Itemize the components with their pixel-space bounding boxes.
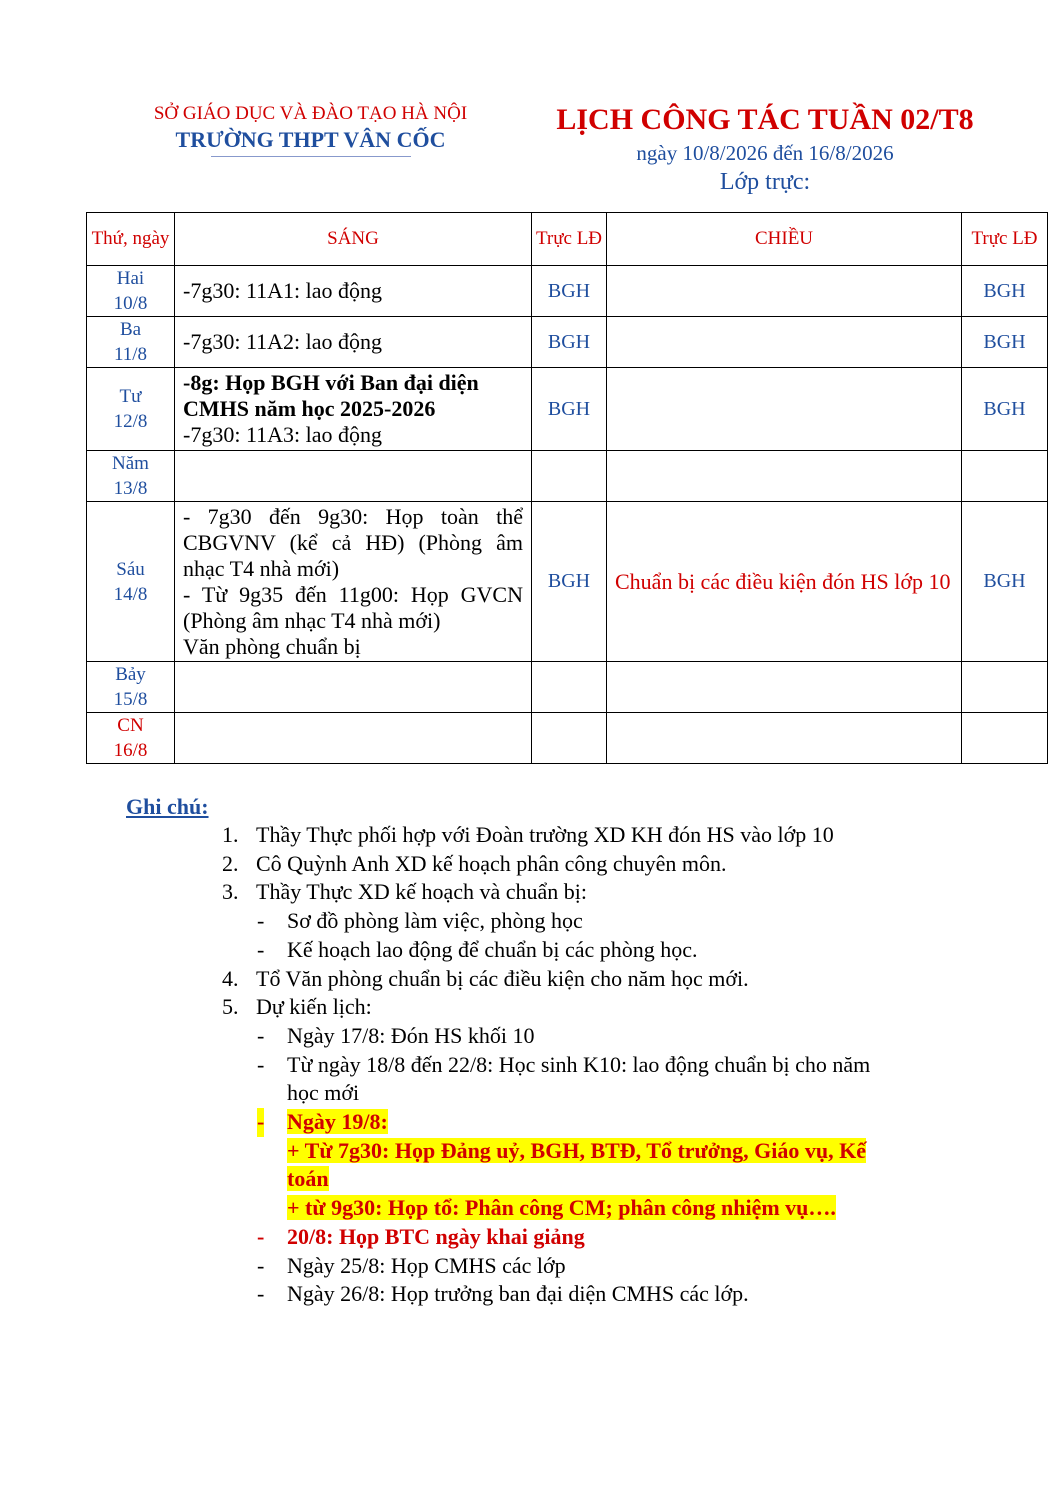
note-item: 4. Tổ Văn phòng chuẩn bị các điều kiện cho năm học mới.: [222, 965, 749, 991]
header-afternoon: CHIỀU: [607, 213, 962, 266]
schedule-item: - Từ ngày 18/8 đến 22/8: Học sinh K10: lao động chuẩn bị cho năm: [257, 1051, 871, 1077]
table-row: [87, 266, 1048, 317]
duty-afternoon-cell: BGH: [962, 317, 1048, 368]
morning-cell: -7g30: 11A1: lao động: [175, 266, 532, 317]
note-subitem: - Sơ đồ phòng làm việc, phòng học: [257, 908, 583, 934]
duty-morning-cell: BGH: [532, 502, 607, 662]
duty-class: Lớp trực:: [719, 169, 811, 195]
morning-cell: [175, 662, 532, 713]
page-title: LỊCH CÔNG TÁC TUẦN 02/T8: [556, 103, 974, 136]
morning-cell: -8g: Họp BGH với Ban đại diện CMHS năm học 2025-2026 -7g30: 11A3: lao động: [175, 368, 532, 451]
notes-section: [126, 793, 976, 1309]
day-cell: Bảy 15/8: [87, 662, 175, 713]
afternoon-cell: [607, 266, 962, 317]
schedule-item-highlight: + Từ 7g30: Họp Đảng uỷ, BGH, BTĐ, Tổ trưởng, Giáo vụ, Kế: [287, 1137, 867, 1163]
schedule-item-red: - 20/8: Họp BTC ngày khai giảng: [257, 1223, 585, 1249]
day-cell: Tư 12/8: [87, 368, 175, 451]
day-cell: CN 16/8: [87, 713, 175, 764]
duty-afternoon-cell: BGH: [962, 502, 1048, 662]
table-row: [87, 662, 1048, 713]
duty-afternoon-cell: BGH: [962, 368, 1048, 451]
schedule-item: - Ngày 26/8: Họp trưởng ban đại diện CMHS các lớp.: [257, 1281, 749, 1307]
note-item: 1. Thầy Thực phối hợp với Đoàn trường XD KH đón HS vào lớp 10: [222, 822, 834, 847]
schedule-item-highlight: - Ngày 19/8:: [126, 1108, 976, 1137]
morning-cell: [175, 451, 532, 502]
duty-morning-cell: [532, 713, 607, 764]
duty-afternoon-cell: [962, 451, 1048, 502]
date-range: ngày 10/8/2026 đến 16/8/2026: [636, 141, 894, 165]
duty-morning-cell: [532, 662, 607, 713]
morning-cell: -7g30: 11A2: lao động: [175, 317, 532, 368]
header-morning: SÁNG: [175, 213, 532, 266]
divider: [211, 156, 411, 157]
table-row: [87, 502, 1048, 662]
afternoon-cell: [607, 713, 962, 764]
duty-afternoon-cell: [962, 662, 1048, 713]
schedule-item: - Ngày 17/8: Đón HS khối 10: [257, 1022, 535, 1048]
afternoon-cell: [607, 451, 962, 502]
header-day: Thứ, ngày: [87, 213, 175, 266]
schedule-item-highlight: + từ 9g30: Họp tổ: Phân công CM; phân công nhiệm vụ….: [287, 1195, 836, 1221]
schedule-table: [86, 212, 1048, 764]
morning-cell: [175, 713, 532, 764]
table-header-row: [87, 213, 1048, 266]
afternoon-cell: [607, 662, 962, 713]
note-item: 2. Cô Quỳnh Anh XD kế hoạch phân công chuyên môn.: [222, 850, 727, 876]
schedule-item-highlight: toán: [287, 1166, 329, 1192]
day-cell: Hai 10/8: [87, 266, 175, 317]
duty-morning-cell: BGH: [532, 368, 607, 451]
school-name: TRƯỜNG THPT VÂN CỐC: [175, 127, 446, 152]
header-right: [520, 100, 1010, 198]
note-item: 5. Dự kiến lịch:: [222, 994, 372, 1020]
duty-afternoon-cell: BGH: [962, 266, 1048, 317]
schedule-item-cont: học mới: [287, 1080, 360, 1106]
header-duty-afternoon: Trực LĐ: [962, 213, 1048, 266]
note-subitem: - Kế hoạch lao động để chuẩn bị các phòng học.: [257, 936, 698, 962]
duty-afternoon-cell: [962, 713, 1048, 764]
duty-morning-cell: BGH: [532, 266, 607, 317]
header-left: [128, 102, 493, 157]
day-cell: Năm 13/8: [87, 451, 175, 502]
notes-title: Ghi chú:: [126, 794, 209, 819]
duty-morning-cell: [532, 451, 607, 502]
header-duty-morning: Trực LĐ: [532, 213, 607, 266]
day-cell: Ba 11/8: [87, 317, 175, 368]
morning-cell: - 7g30 đến 9g30: Họp toàn thể CBGVNV (kể cả HĐ) (Phòng âm nhạc T4 nhà mới) - Từ 9g35 đến 11g00: Họp GVCN (Phòng âm nhạc T4 nhà mới) Văn phòng chuẩn bị: [175, 502, 532, 662]
table-row: [87, 317, 1048, 368]
day-cell: Sáu 14/8: [87, 502, 175, 662]
duty-morning-cell: BGH: [532, 317, 607, 368]
afternoon-cell: [607, 368, 962, 451]
department-name: SỞ GIÁO DỤC VÀ ĐÀO TẠO HÀ NỘI: [153, 103, 468, 124]
schedule-item: - Ngày 25/8: Họp CMHS các lớp: [257, 1252, 566, 1278]
afternoon-cell: [607, 317, 962, 368]
table-row: [87, 451, 1048, 502]
table-row: [87, 713, 1048, 764]
table-row: [87, 368, 1048, 451]
afternoon-cell: Chuẩn bị các điều kiện đón HS lớp 10: [607, 502, 962, 662]
note-item: 3. Thầy Thực XD kế hoạch và chuẩn bị:: [222, 879, 588, 905]
